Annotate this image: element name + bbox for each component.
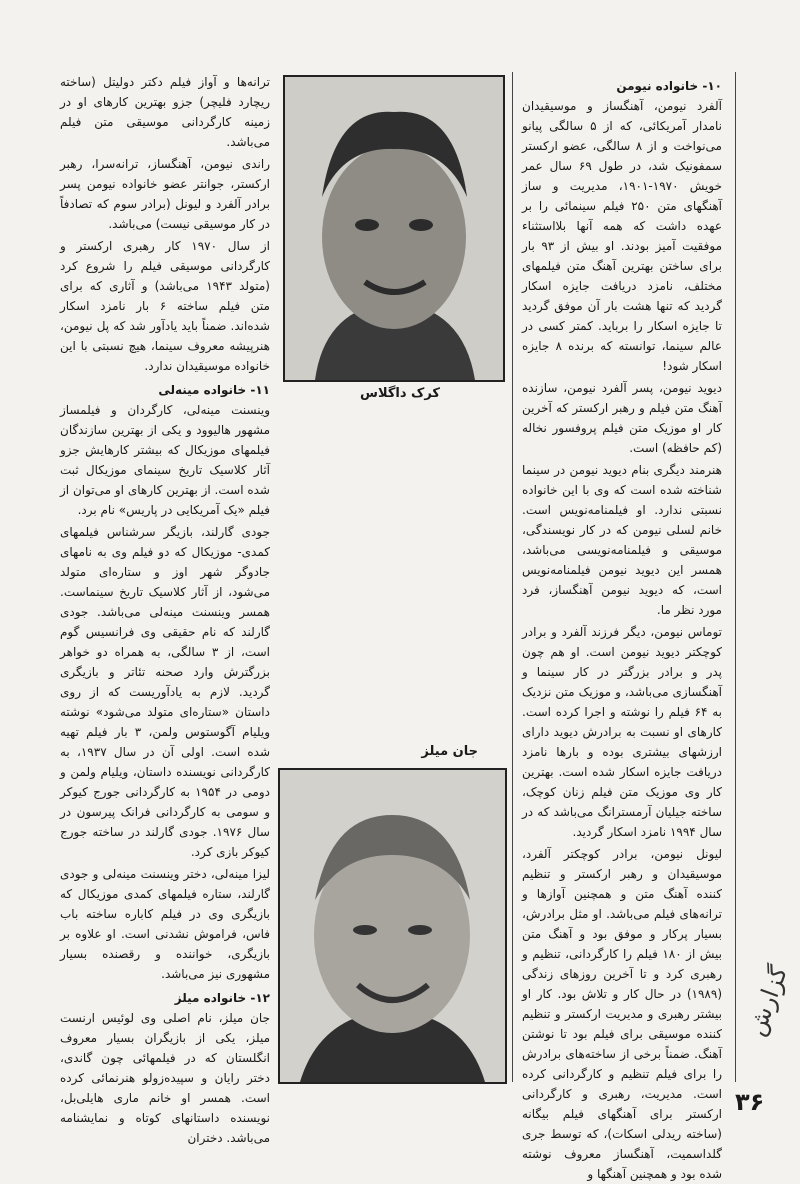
margin-rule — [735, 72, 736, 1082]
photo-kirk-douglas — [283, 75, 505, 382]
paragraph: جودی گارلند، بازیگر سرشناس فیلمهای کمدی- موزیکال که دو فیلم وی به نامهای جادوگر شهر اوز و ستاره‌ای متولد می‌شود، از آثار کلاسیک تاریخ سینماست. همسر وینسنت مینه‌لی می‌باشد. جودی گارلند که نام حقیقی وی فرانسیس گوم است، از ۳ سالگی، به همراه دو خواهر بزرگترش وارد صحنه تئاتر و بازیگری گردید. لازم به یادآوریست که از روی داستان «ستاره‌ای متولد می‌شود» نوشته ویلیام آگوستوس ولمن، ۳ بار فیلم تهیه شده است. اولی آن در سال ۱۹۳۷، به کارگردانی نویسنده داستان، ویلیام ولمن و دومی در ۱۹۵۴ به کارگردانی جورج کیوکر و سومی به کارگردانی فرانک پیرسون در سال ۱۹۷۶. جودی گارلند در ساخته جورج کیوکر بازی کرد. — [60, 525, 270, 859]
photo-caption-1: کرک داگلاس — [360, 386, 440, 401]
page-number: ۳۶ — [735, 1088, 765, 1116]
paragraph: دیوید نیومن، پسر آلفرد نیومن، سازنده آهنگ متن فیلم و رهبر ارکستر که آخرین کار او موزیک متن فیلم پروفسور نخاله (کم حافظه) است. — [522, 381, 722, 455]
magazine-logo: گزارش — [742, 962, 794, 1040]
portrait-icon — [285, 77, 503, 380]
photo-caption-2: جان میلز — [421, 744, 478, 759]
paragraph: آلفرد نیومن، آهنگساز و موسیقیدان نامدار آمریکائی، که از ۵ سالگی پیانو می‌نواخت و از ۸ سالگی، عضو ارکستر سمفونیک شد، در طول ۶۹ سال عمر خویش ۱۹۷۰-۱۹۰۱، مدیریت و ساز آهنگهای متن ۲۵۰ فیلم سینمائی را بر عهده داشت که همه آنها بلااستثناء موفقیت آمیز بودند. او بیش از ۹۳ بار برای ساختن بهترین آهنگ متن فیلمهای مختلف، نامزد دریافت جایزه اسکار گردید که تنها هشت بار آن موفق گردید تا جایزه اسکار را برباید. کمتر کسی در عالم سینما، توانسته که برنده ۸ جایزه اسکار شود! — [522, 99, 723, 373]
paragraph: جان میلز، نام اصلی وی لوئیس ارنست میلز، یکی از بازیگران بسیار معروف انگلستان که در فیلمهائی چون گاندی، دختر رایان و سپیده‌زولو هنرنمائی کرده است. همسر او خانم ماری هایلی‌بل، نویسنده داستانهای کوتاه و نمایشنامه می‌باشد. دختران — [60, 1011, 270, 1145]
paragraph: راندی نیومن، آهنگساز، ترانه‌سرا، رهبر ارکستر، جوانتر عضو خانواده نیومن پسر برادر آلفرد و لیونل (برادر سوم که تصادفاً در کار موسیقی نیست) می‌باشد. — [60, 157, 270, 231]
paragraph: از سال ۱۹۷۰ کار رهبری ارکستر و کارگردانی موسیقی فیلم را شروع کرد (متولد ۱۹۴۳ می‌باشد) و آثاری که برای متن فیلم ساخته ۶ بار نامزد اسکار شده‌اند. ضمناً باید یادآور شد که پل نیومن، هنرپیشه معروف سینما، هیچ نسبتی با این خانواده موسیقیدان ندارد. — [60, 239, 271, 373]
column-divider — [512, 72, 513, 1082]
paragraph: هنرمند دیگری بنام دیوید نیومن در سینما شناخته شده است که وی با این خانواده نسبتی ندارد. او فیلمنامه‌نویس است. خانم لسلی نیومن که در کار نویسندگی، موسیقی و فیلمنامه‌نویسی می‌باشد، همسر این دیوید نیومن فیلمنامه‌نویس است، که دیوید نیومن آهنگساز، فرد مورد نظر ما. — [522, 463, 722, 617]
section-heading-12: ۱۲- خانواده میلز — [174, 991, 270, 1005]
portrait-icon — [280, 770, 505, 1082]
photo-john-mills — [278, 768, 507, 1084]
paragraph: لیونل نیومن، برادر کوچکتر آلفرد، موسیقیدان و رهبر ارکستر و تنظیم کننده آهنگ متن و همچنین آوازها و ترانه‌های فیلم می‌باشد. او مثل برادرش، بسیار پرکار و موفق بود و آهنگ متن بیش از ۱۸۰ فیلم را کارگردانی، تنظیم و رهبری کرد و تا آخرین روزهای زندگی (۱۹۸۹) در حال کار و تلاش بود. کار او بیشتر رهبری و مدیریت ارکستر و تنظیم کننده موسیقی برای فیلم بود تا نوشتن آهنگ. ضمناً برخی از ساخته‌های برادرش را برای فیلم تنظیم و کارگردانی کرده است. مدیریت، رهبری و کارگردانی ارکستر برای آهنگهای فیلم بیگانه (ساخته ریدلی اسکات)، که توسط جری گلداسمیت، آهنگساز معروف نوشته شده بود و همچنین آهنگها و — [522, 847, 722, 1181]
paragraph: ترانه‌ها و آواز فیلم دکتر دولیتل (ساخته ریچارد فلیچر) جزو بهترین کارهای او در زمینه کارگردانی موسیقی متن فیلم می‌باشد. — [60, 75, 270, 149]
left-text-column — [60, 72, 271, 1145]
paragraph: وینسنت مینه‌لی، کارگردان و فیلمساز مشهور هالیوود و یکی از بهترین سازندگان فیلمهای موزیکال که بیشتر کارهایش جزو آثار کلاسیک تاریخ سینمای موزیکال ثبت شده است. از بهترین کارهای او می‌توان از فیلم «یک آمریکایی در پاریس» نام برد. — [60, 403, 270, 517]
section-heading-10: ۱۰- خانواده نیومن — [616, 79, 722, 93]
section-heading-11: ۱۱- خانواده مینه‌لی — [158, 383, 270, 397]
paragraph: توماس نیومن، دیگر فرزند آلفرد و برادر کوچکتر دیوید نیومن است. او هم چون پدر و برادر بزرگتر در کار سینما و آهنگسازی می‌باشد، و موزیک متن نزدیک به ۶۴ فیلم را نوشته و اجرا کرده است. کارهای او نسبت به برادرش دیوید دارای ارزشهای بیشتری بوده و بارها نامزد دریافت جایزه اسکار شده است. بهترین کار وی موزیک متن فیلم زنان کوچک، ساخته جیلیان آرمسترانگ می‌باشد که در سال ۱۹۹۴ نامزد اسکار گردید. — [522, 625, 722, 839]
right-text-column — [522, 72, 723, 1181]
paragraph: لیزا مینه‌لی، دختر وینسنت مینه‌لی و جودی گارلند، ستاره فیلمهای کمدی موزیکال که بازیگری وی در فیلم کاباره ساخته باب فاس، فراموش نشدنی است. او علاوه بر بازیگری، خواننده و رقصنده بسیار مشهوری نیز می‌باشد. — [60, 867, 270, 981]
